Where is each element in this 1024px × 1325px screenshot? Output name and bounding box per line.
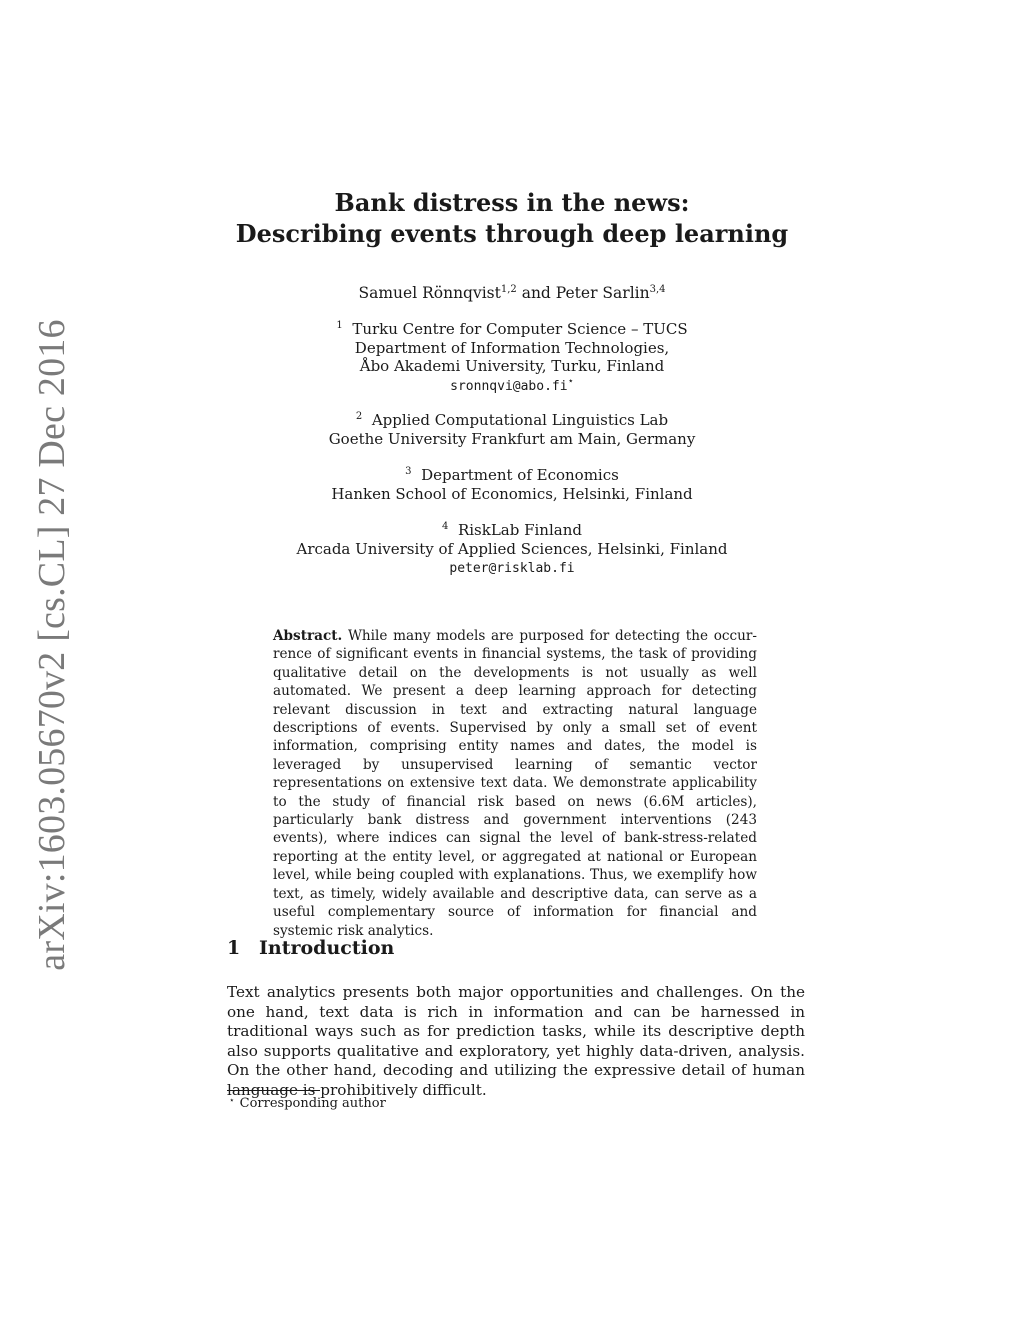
- abstract-label: Abstract.: [273, 628, 343, 644]
- affiliation-line: RiskLab Finland: [457, 521, 582, 539]
- affiliation-line: Department of Information Technologies,: [354, 338, 670, 357]
- title-line-1: Bank distress in the news:: [334, 188, 690, 217]
- footnote-rule: [227, 1090, 320, 1091]
- author-email[interactable]: sronnqvi@abo.fi: [450, 378, 568, 394]
- footnote: [229, 1096, 386, 1111]
- affiliation-mark: 2: [355, 411, 363, 422]
- affiliation-line: Applied Computational Linguistics Lab: [371, 411, 669, 429]
- affiliation-3: [0, 466, 1024, 503]
- affiliation-line: Hanken School of Economics, Helsinki, Finland: [331, 484, 693, 503]
- author-name: Peter Sarlin: [555, 284, 650, 302]
- author-email[interactable]: peter@risklab.fi: [449, 561, 575, 576]
- footnote-text: Corresponding author: [239, 1096, 386, 1111]
- corresponding-mark: ⋆: [567, 375, 574, 387]
- author-affil-marks: 3,4: [649, 284, 666, 295]
- author-list: [0, 284, 1024, 302]
- affiliation-mark: 4: [442, 521, 449, 532]
- author-conjunction: and: [516, 284, 556, 302]
- intro-paragraph: Text analytics presents both major opportunities and challenges. On the one hand, text data is rich in information and can be harnessed in traditional ways such as for prediction tasks, while its descriptive depth also supports qualitative and exploratory, yet highly data-driven, analysis. On the other hand, decoding and utilizing the expressive detail of human language is prohibitively difficult.: [227, 983, 805, 1099]
- title-line-2: Describing events through deep learning: [235, 219, 789, 248]
- affiliation-4: [0, 521, 1024, 579]
- author-affil-marks: 1,2: [500, 284, 517, 295]
- affiliation-line: Department of Economics: [421, 466, 619, 484]
- paper-title: [0, 187, 1024, 249]
- footnote-mark: ⋆: [229, 1096, 235, 1106]
- affiliation-line: Goethe University Frankfurt am Main, Germany: [328, 429, 696, 448]
- abstract-text: While many models are purposed for detecting the occurrence of significant events in financial systems, the task of providing qualitative detail on the developments is not usually as well automated. We present a deep learning approach for detecting relevant discussion in text and extracting natural language descriptions of events. Supervised by only a small set of event information, comprising entity names and dates, the model is leveraged by unsupervised learning of semantic vector representations on extensive text data. We demonstrate applicability to the study of financial risk based on news (6.6M articles), particularly bank distress and government interventions (243 events), where indices can signal the level of bank-stress-related reporting at the entity level, or aggregated at national or European level, while being coupled with explanations. Thus, we exemplify how text, as timely, widely available and descriptive data, can serve as a useful complementary source of information for financial and systemic risk analytics.: [273, 628, 757, 939]
- affiliation-line: Turku Centre for Computer Science – TUCS: [352, 320, 688, 338]
- affiliation-mark: 3: [405, 466, 412, 477]
- affiliation-line: Arcada University of Applied Sciences, Helsinki, Finland: [296, 539, 728, 558]
- affiliation-line: Åbo Akademi University, Turku, Finland: [359, 357, 665, 375]
- section-title: Introduction: [259, 937, 395, 959]
- section-heading: [227, 937, 394, 959]
- affiliation-2: [0, 411, 1024, 448]
- affiliation-1: [0, 320, 1024, 396]
- author-name: Samuel Rönnqvist: [358, 284, 501, 302]
- section-number: 1: [227, 937, 241, 959]
- affiliation-mark: 1: [336, 320, 343, 331]
- arxiv-identifier-stamp: arXiv:1603.05670v2 [cs.CL] 27 Dec 2016: [31, 319, 73, 971]
- abstract: [273, 627, 757, 940]
